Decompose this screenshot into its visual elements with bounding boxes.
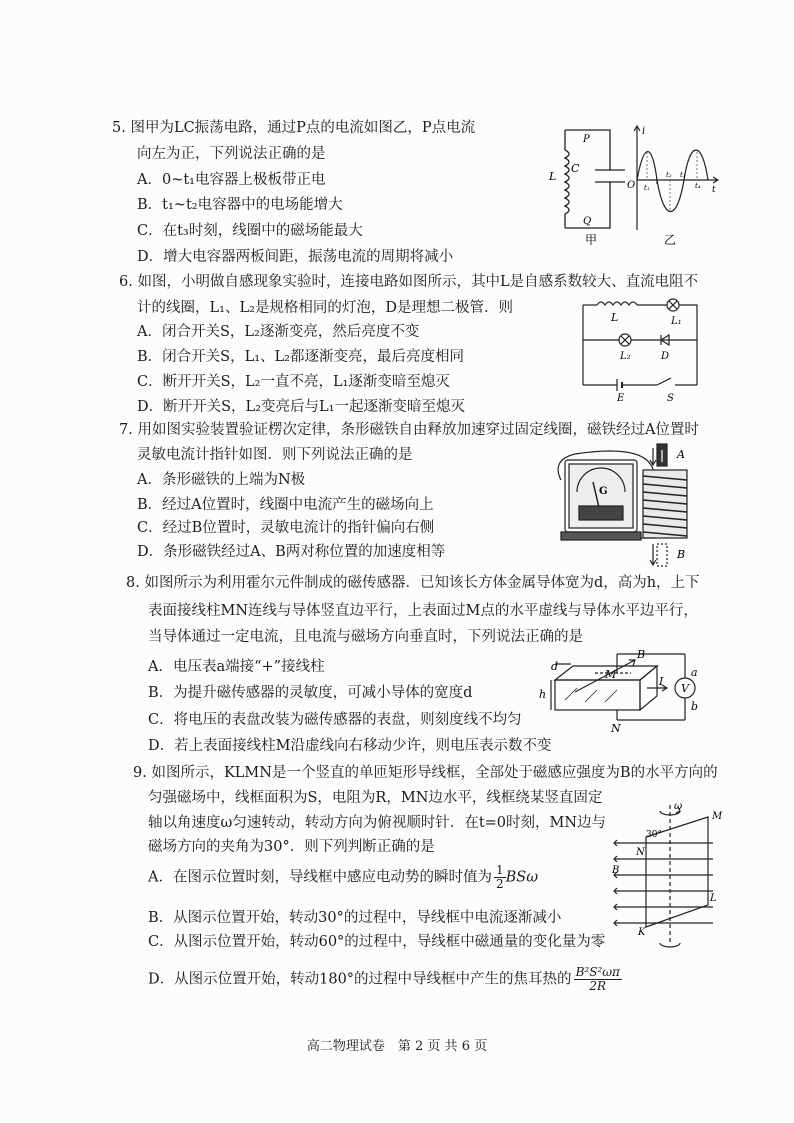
q6-stem-line1: 6. 如图，小明做自感现象实验时，连接电路如图所示，其中L是自感系数较大、直流电阻不 — [119, 274, 699, 290]
q7-label-g: G — [599, 486, 608, 497]
page-footer: 高二物理试卷 第 2 页 共 6 页 — [306, 1039, 488, 1054]
q8-label-n: N — [611, 722, 621, 735]
q5-caption-yi: 乙 — [664, 233, 677, 247]
q5-label-t4: t₄ — [695, 182, 701, 190]
q7-stem-line2: 灵敏电流计指针如图．则下列说法正确的是 — [137, 447, 413, 463]
q9-label-m: M — [712, 811, 723, 822]
q9-option-a-text: A．在图示位置时刻，导线框中感应电动势的瞬时值为 — [148, 869, 492, 886]
q8-label-i: I — [659, 675, 664, 688]
q9-a-denominator: 2 — [495, 877, 504, 891]
q5-stem-line2: 向左为正，下列说法正确的是 — [137, 146, 326, 162]
q5-label-i: i — [642, 126, 646, 137]
q9-stem-line1: 9. 如图所示，KLMN是一个竖直的单匝矩形导线框，全部处于磁感应强度为B的水平方向的 — [133, 765, 718, 781]
q5-label-t1: t₁ — [644, 184, 650, 192]
q5-option-a: A．0~t₁电容器上极板带正电 — [137, 172, 326, 188]
q8-label-h: h — [539, 688, 547, 701]
q5-stem-line1: 5. 图甲为LC振荡电路，通过P点的电流如图乙，P点电流 — [112, 120, 476, 136]
q6-label-l1: L₁ — [671, 316, 682, 327]
q9-a-numerator: 1 — [495, 863, 504, 877]
q6-label-d: D — [661, 351, 670, 362]
q5-current-graph — [622, 122, 722, 247]
q6-option-b: B．闭合开关S，L₁、L₂都逐渐变亮，最后亮度相同 — [137, 349, 464, 365]
q5-label-p: P — [583, 134, 590, 145]
q9-option-b: B．从图示位置开始，转动30°的过程中，导线框中电流逐渐减小 — [148, 910, 562, 926]
q5-label-t: t — [712, 185, 716, 195]
q6-label-s: S — [667, 393, 674, 403]
q8-option-d: D．若上表面接线柱M沿虚线向右移动少许，则电压表示数不变 — [148, 738, 552, 754]
q5-label-c: C — [571, 162, 580, 175]
q9-stem-line2: 匀强磁场中，线框面积为S，电阻为R，MN边水平，线框绕某竖直固定 — [148, 790, 603, 806]
q8-stem-line2: 表面接线柱MN连线与导体竖直边平行，上表面过M点的水平虚线与导体水平边平行， — [148, 603, 698, 619]
q5-label-o: O — [627, 180, 636, 191]
q9-label-l: L — [710, 893, 717, 904]
q9-option-a — [148, 864, 538, 891]
q9-stem-line4: 磁场方向的夹角为30°．则下列判断正确的是 — [148, 839, 435, 855]
q5-option-c: C．在t₃时刻，线圈中的磁场能最大 — [137, 223, 363, 239]
q7-option-a: A．条形磁铁的上端为N极 — [137, 472, 306, 488]
q5-label-q: Q — [583, 216, 592, 227]
q9-stem-line3: 轴以角速度ω匀速转动，转动方向为俯视顺时针．在t=0时刻，MN边与 — [148, 815, 607, 831]
q6-label-l: L — [611, 311, 619, 324]
q5-label-t2: t₂ — [666, 171, 672, 179]
q9-option-c: C．从图示位置开始，转动60°的过程中，导线框中磁通量的变化量为零 — [148, 934, 606, 950]
q9-label-b: B — [612, 865, 620, 876]
q9-option-d-text: D．从图示位置开始，转动180°的过程中导线框中产生的焦耳热的 — [148, 971, 572, 988]
q5-option-d: D．增大电容器两板间距，振荡电流的周期将减小 — [137, 249, 454, 265]
q8-stem-line3: 当导体通过一定电流，且电流与磁场方向垂直时，下列说法正确的是 — [148, 629, 583, 645]
q6-option-a: A．闭合开关S，L₂逐渐变亮，然后亮度不变 — [137, 324, 420, 340]
q8-option-a: A．电压表a端接“+”接线柱 — [148, 659, 325, 675]
q7-galvanometer-coil-figure — [555, 440, 715, 575]
q8-label-d: d — [551, 660, 559, 673]
q8-label-b-terminal: b — [691, 700, 699, 713]
q9-option-a-fraction — [494, 864, 506, 891]
q8-voltmeter-label-v: V — [681, 682, 689, 695]
q6-label-e: E — [617, 393, 625, 403]
q8-option-b: B．为提升磁传感器的灵敏度，可减小导体的宽度d — [148, 685, 473, 701]
q9-rotating-frame-figure — [608, 795, 733, 955]
q8-hall-sensor-figure — [535, 640, 715, 750]
q5-caption-jia: 甲 — [585, 233, 598, 245]
q9-option-d — [148, 966, 622, 993]
q6-option-d: D．断开开关S，L₂变亮后与L₁一起逐渐变暗至熄灭 — [137, 399, 465, 415]
q8-stem-line1: 8. 如图所示为利用霍尔元件制成的磁传感器．已知该长方体金属导体宽为d，高为h，上下 — [126, 575, 700, 591]
q9-option-a-tail: BSω — [505, 869, 539, 886]
q9-d-numerator: B²S²ωπ — [575, 965, 620, 979]
q7-stem-line1: 7. 用如图实验装置验证楞次定律，条形磁铁自由释放加速穿过固定线圈，磁铁经过A位置时 — [119, 422, 699, 438]
q6-stem-line2: 计的线圈，L₁、L₂是规格相同的灯泡，D是理想二极管．则 — [137, 300, 514, 316]
q5-label-t3: t₃ — [680, 171, 686, 179]
q5-option-b: B．t₁~t₂电容器中的电场能增大 — [137, 197, 343, 213]
q9-label-omega: ω — [674, 801, 683, 812]
q9-option-d-fraction — [574, 966, 622, 993]
q5-lc-circuit-figure — [525, 120, 625, 245]
q8-label-b: B — [637, 648, 646, 661]
q6-self-inductance-circuit — [575, 293, 705, 403]
q9-label-30deg: 30° — [646, 830, 662, 840]
q7-option-d: D．条形磁铁经过A、B两对称位置的加速度相等 — [137, 544, 446, 560]
q6-option-c: C．断开开关S，L₂一直不亮，L₁逐渐变暗至熄灭 — [137, 374, 450, 390]
q8-label-a: a — [691, 666, 698, 679]
q6-label-l2: L₂ — [620, 351, 631, 362]
q7-option-b: B．经过A位置时，线圈中电流产生的磁场向上 — [137, 497, 434, 513]
q7-label-a: A — [677, 448, 685, 461]
q8-label-m: M — [605, 668, 617, 681]
q9-d-denominator: 2R — [589, 979, 607, 993]
q5-label-l: L — [549, 170, 557, 183]
q7-option-c: C．经过B位置时，灵敏电流计的指针偏向右侧 — [137, 520, 435, 536]
q7-label-b: B — [677, 548, 686, 561]
q9-label-n: N — [636, 847, 645, 858]
q8-option-c: C．将电压的表盘改装为磁传感器的表盘，则刻度线不均匀 — [148, 712, 522, 728]
q9-label-k: K — [638, 927, 646, 938]
